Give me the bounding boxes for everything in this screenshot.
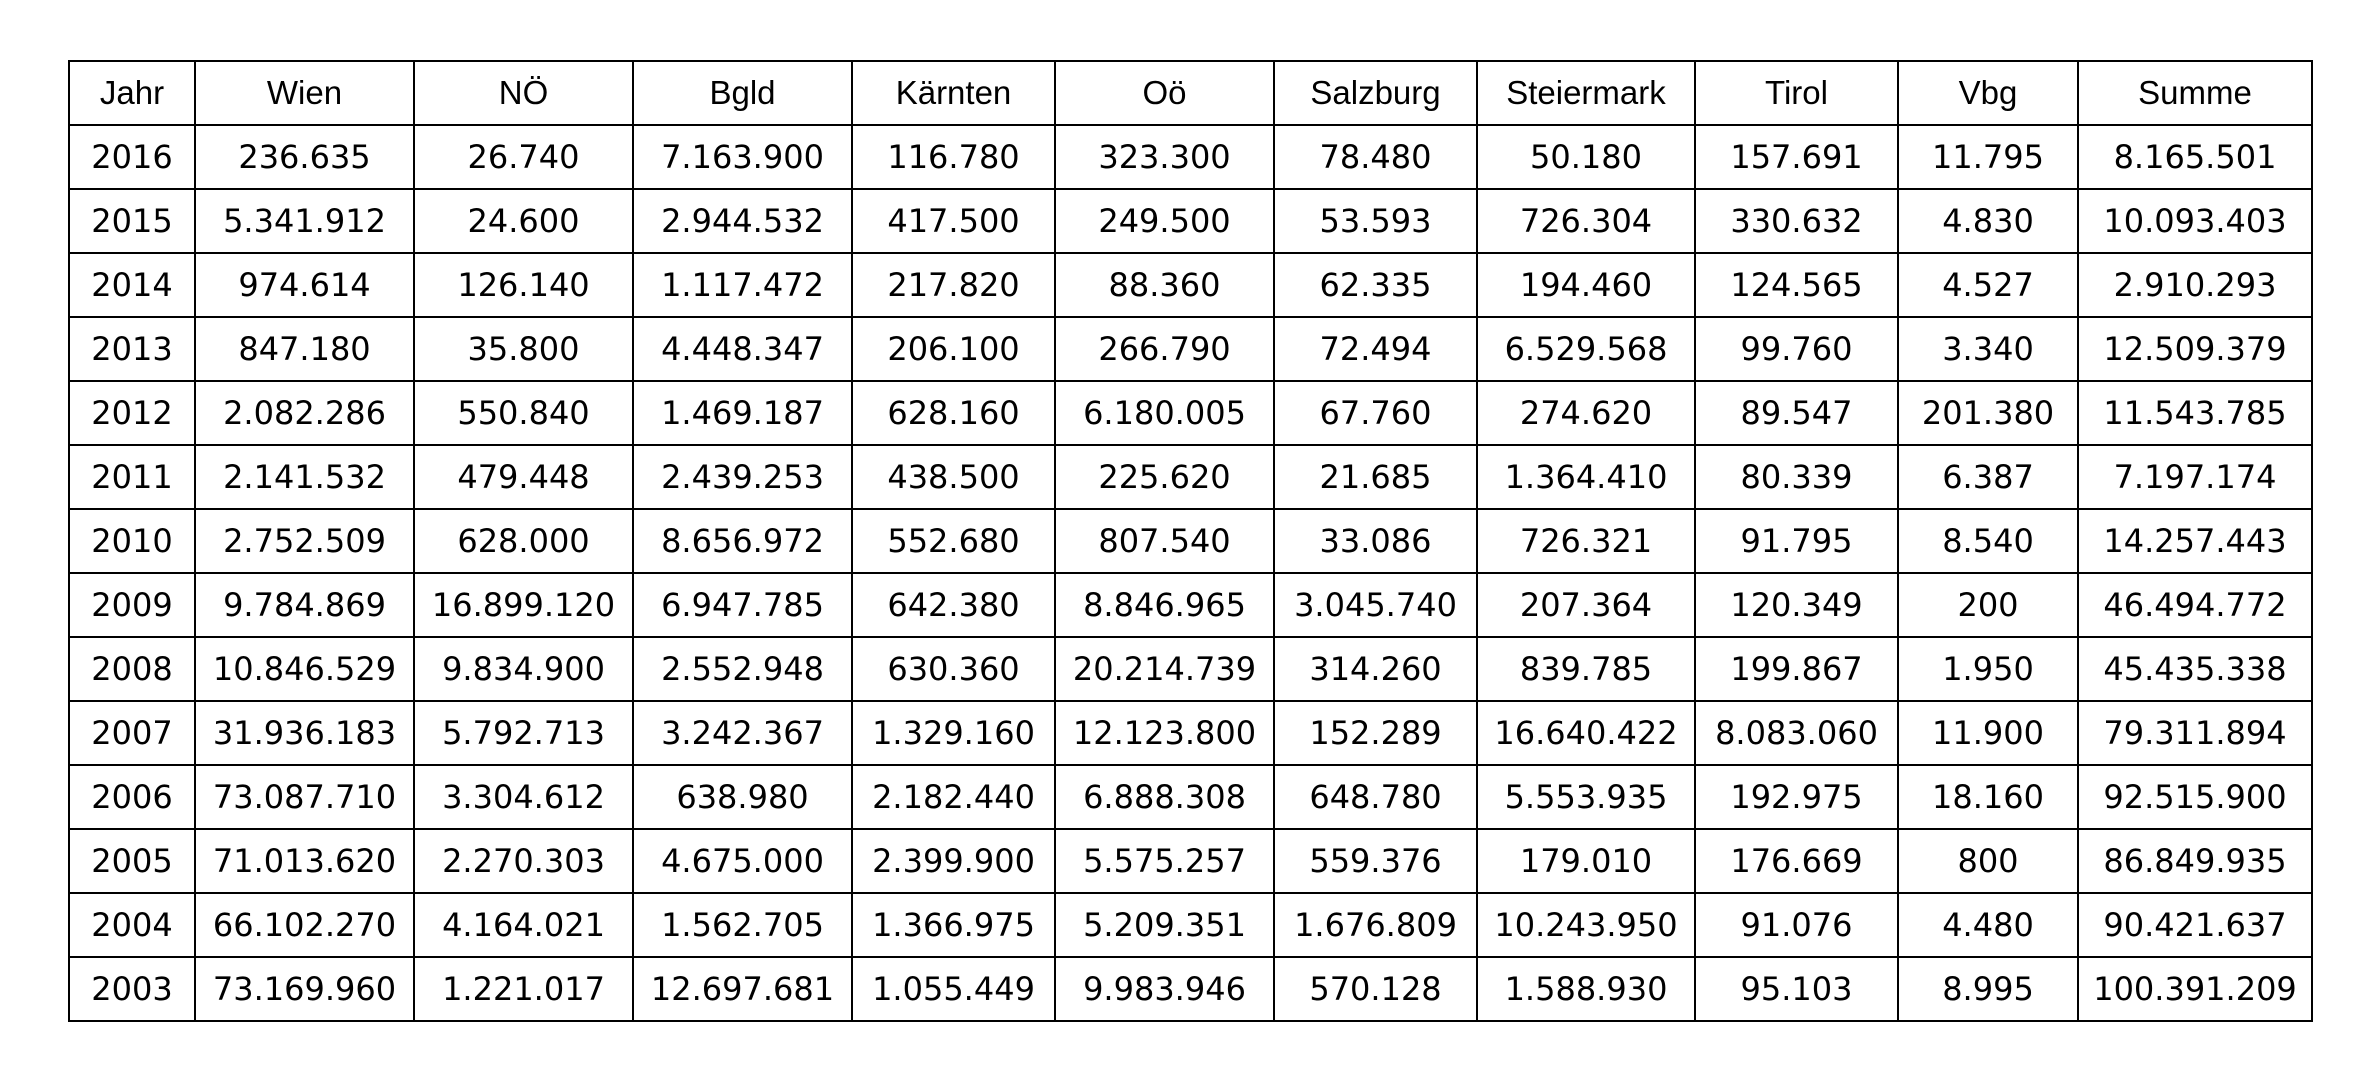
cell-steiermark: 6.529.568 xyxy=(1477,317,1695,381)
cell-wien: 9.784.869 xyxy=(195,573,414,637)
cell-summe: 7.197.174 xyxy=(2078,445,2312,509)
cell-ooe: 323.300 xyxy=(1055,125,1274,189)
column-header-tirol: Tirol xyxy=(1695,61,1898,125)
cell-summe: 46.494.772 xyxy=(2078,573,2312,637)
cell-salzburg: 33.086 xyxy=(1274,509,1477,573)
cell-vbg: 6.387 xyxy=(1898,445,2078,509)
cell-noe: 35.800 xyxy=(414,317,633,381)
cell-vbg: 4.830 xyxy=(1898,189,2078,253)
cell-bgld: 8.656.972 xyxy=(633,509,852,573)
cell-salzburg: 62.335 xyxy=(1274,253,1477,317)
cell-kaernten: 438.500 xyxy=(852,445,1055,509)
cell-ooe: 12.123.800 xyxy=(1055,701,1274,765)
cell-noe: 3.304.612 xyxy=(414,765,633,829)
table-header-row xyxy=(69,61,2312,125)
cell-salzburg: 152.289 xyxy=(1274,701,1477,765)
cell-noe: 24.600 xyxy=(414,189,633,253)
table-row xyxy=(69,829,2312,893)
cell-jahr: 2016 xyxy=(69,125,195,189)
cell-summe: 90.421.637 xyxy=(2078,893,2312,957)
cell-steiermark: 726.321 xyxy=(1477,509,1695,573)
cell-kaernten: 2.182.440 xyxy=(852,765,1055,829)
cell-tirol: 8.083.060 xyxy=(1695,701,1898,765)
table-row xyxy=(69,509,2312,573)
cell-steiermark: 16.640.422 xyxy=(1477,701,1695,765)
cell-wien: 974.614 xyxy=(195,253,414,317)
cell-jahr: 2012 xyxy=(69,381,195,445)
table-row xyxy=(69,125,2312,189)
column-header-bgld: Bgld xyxy=(633,61,852,125)
cell-steiermark: 207.364 xyxy=(1477,573,1695,637)
cell-tirol: 124.565 xyxy=(1695,253,1898,317)
cell-jahr: 2003 xyxy=(69,957,195,1021)
cell-bgld: 2.439.253 xyxy=(633,445,852,509)
cell-tirol: 91.795 xyxy=(1695,509,1898,573)
cell-kaernten: 1.055.449 xyxy=(852,957,1055,1021)
cell-tirol: 192.975 xyxy=(1695,765,1898,829)
cell-ooe: 6.180.005 xyxy=(1055,381,1274,445)
cell-salzburg: 21.685 xyxy=(1274,445,1477,509)
column-header-wien: Wien xyxy=(195,61,414,125)
table-row xyxy=(69,253,2312,317)
cell-kaernten: 630.360 xyxy=(852,637,1055,701)
cell-wien: 847.180 xyxy=(195,317,414,381)
cell-bgld: 1.117.472 xyxy=(633,253,852,317)
cell-wien: 73.087.710 xyxy=(195,765,414,829)
data-table xyxy=(68,60,2313,1022)
column-header-noe: NÖ xyxy=(414,61,633,125)
cell-noe: 26.740 xyxy=(414,125,633,189)
cell-vbg: 3.340 xyxy=(1898,317,2078,381)
cell-bgld: 7.163.900 xyxy=(633,125,852,189)
cell-vbg: 18.160 xyxy=(1898,765,2078,829)
cell-salzburg: 53.593 xyxy=(1274,189,1477,253)
cell-tirol: 176.669 xyxy=(1695,829,1898,893)
cell-salzburg: 78.480 xyxy=(1274,125,1477,189)
cell-vbg: 4.480 xyxy=(1898,893,2078,957)
cell-summe: 79.311.894 xyxy=(2078,701,2312,765)
cell-jahr: 2010 xyxy=(69,509,195,573)
cell-ooe: 225.620 xyxy=(1055,445,1274,509)
cell-bgld: 2.552.948 xyxy=(633,637,852,701)
cell-steiermark: 50.180 xyxy=(1477,125,1695,189)
cell-summe: 100.391.209 xyxy=(2078,957,2312,1021)
cell-salzburg: 3.045.740 xyxy=(1274,573,1477,637)
cell-salzburg: 570.128 xyxy=(1274,957,1477,1021)
cell-summe: 2.910.293 xyxy=(2078,253,2312,317)
cell-bgld: 638.980 xyxy=(633,765,852,829)
cell-ooe: 20.214.739 xyxy=(1055,637,1274,701)
cell-noe: 126.140 xyxy=(414,253,633,317)
cell-jahr: 2004 xyxy=(69,893,195,957)
cell-tirol: 91.076 xyxy=(1695,893,1898,957)
cell-vbg: 800 xyxy=(1898,829,2078,893)
cell-summe: 92.515.900 xyxy=(2078,765,2312,829)
cell-salzburg: 1.676.809 xyxy=(1274,893,1477,957)
cell-tirol: 89.547 xyxy=(1695,381,1898,445)
table-row xyxy=(69,765,2312,829)
cell-bgld: 4.448.347 xyxy=(633,317,852,381)
cell-steiermark: 1.364.410 xyxy=(1477,445,1695,509)
cell-vbg: 1.950 xyxy=(1898,637,2078,701)
table-row xyxy=(69,381,2312,445)
cell-salzburg: 314.260 xyxy=(1274,637,1477,701)
cell-jahr: 2005 xyxy=(69,829,195,893)
cell-bgld: 6.947.785 xyxy=(633,573,852,637)
cell-bgld: 3.242.367 xyxy=(633,701,852,765)
cell-tirol: 199.867 xyxy=(1695,637,1898,701)
cell-salzburg: 67.760 xyxy=(1274,381,1477,445)
table-row xyxy=(69,637,2312,701)
cell-wien: 2.752.509 xyxy=(195,509,414,573)
cell-summe: 11.543.785 xyxy=(2078,381,2312,445)
cell-summe: 8.165.501 xyxy=(2078,125,2312,189)
cell-wien: 66.102.270 xyxy=(195,893,414,957)
cell-jahr: 2007 xyxy=(69,701,195,765)
cell-noe: 2.270.303 xyxy=(414,829,633,893)
cell-kaernten: 417.500 xyxy=(852,189,1055,253)
cell-summe: 45.435.338 xyxy=(2078,637,2312,701)
cell-noe: 550.840 xyxy=(414,381,633,445)
cell-wien: 5.341.912 xyxy=(195,189,414,253)
cell-wien: 2.082.286 xyxy=(195,381,414,445)
cell-kaernten: 642.380 xyxy=(852,573,1055,637)
cell-bgld: 1.469.187 xyxy=(633,381,852,445)
cell-jahr: 2006 xyxy=(69,765,195,829)
column-header-vbg: Vbg xyxy=(1898,61,2078,125)
column-header-kaernten: Kärnten xyxy=(852,61,1055,125)
cell-vbg: 200 xyxy=(1898,573,2078,637)
cell-ooe: 5.575.257 xyxy=(1055,829,1274,893)
table-row xyxy=(69,893,2312,957)
cell-summe: 10.093.403 xyxy=(2078,189,2312,253)
cell-vbg: 11.900 xyxy=(1898,701,2078,765)
column-header-salzburg: Salzburg xyxy=(1274,61,1477,125)
cell-kaernten: 552.680 xyxy=(852,509,1055,573)
cell-steiermark: 10.243.950 xyxy=(1477,893,1695,957)
table-body xyxy=(69,125,2312,1021)
cell-ooe: 266.790 xyxy=(1055,317,1274,381)
cell-bgld: 12.697.681 xyxy=(633,957,852,1021)
cell-steiermark: 274.620 xyxy=(1477,381,1695,445)
cell-summe: 12.509.379 xyxy=(2078,317,2312,381)
cell-ooe: 249.500 xyxy=(1055,189,1274,253)
cell-salzburg: 72.494 xyxy=(1274,317,1477,381)
cell-wien: 71.013.620 xyxy=(195,829,414,893)
cell-vbg: 8.995 xyxy=(1898,957,2078,1021)
cell-bgld: 2.944.532 xyxy=(633,189,852,253)
cell-tirol: 80.339 xyxy=(1695,445,1898,509)
cell-jahr: 2011 xyxy=(69,445,195,509)
cell-kaernten: 1.329.160 xyxy=(852,701,1055,765)
cell-ooe: 5.209.351 xyxy=(1055,893,1274,957)
cell-kaernten: 2.399.900 xyxy=(852,829,1055,893)
column-header-jahr: Jahr xyxy=(69,61,195,125)
cell-ooe: 88.360 xyxy=(1055,253,1274,317)
cell-noe: 16.899.120 xyxy=(414,573,633,637)
cell-noe: 479.448 xyxy=(414,445,633,509)
cell-tirol: 95.103 xyxy=(1695,957,1898,1021)
cell-jahr: 2013 xyxy=(69,317,195,381)
cell-jahr: 2014 xyxy=(69,253,195,317)
cell-ooe: 807.540 xyxy=(1055,509,1274,573)
column-header-steiermark: Steiermark xyxy=(1477,61,1695,125)
cell-steiermark: 839.785 xyxy=(1477,637,1695,701)
cell-steiermark: 1.588.930 xyxy=(1477,957,1695,1021)
cell-kaernten: 116.780 xyxy=(852,125,1055,189)
table-row xyxy=(69,573,2312,637)
cell-wien: 236.635 xyxy=(195,125,414,189)
cell-kaernten: 206.100 xyxy=(852,317,1055,381)
cell-tirol: 99.760 xyxy=(1695,317,1898,381)
cell-kaernten: 1.366.975 xyxy=(852,893,1055,957)
cell-summe: 86.849.935 xyxy=(2078,829,2312,893)
cell-steiermark: 726.304 xyxy=(1477,189,1695,253)
cell-salzburg: 559.376 xyxy=(1274,829,1477,893)
cell-vbg: 201.380 xyxy=(1898,381,2078,445)
cell-noe: 5.792.713 xyxy=(414,701,633,765)
cell-wien: 31.936.183 xyxy=(195,701,414,765)
cell-summe: 14.257.443 xyxy=(2078,509,2312,573)
cell-vbg: 4.527 xyxy=(1898,253,2078,317)
table-row xyxy=(69,317,2312,381)
cell-steiermark: 194.460 xyxy=(1477,253,1695,317)
column-header-summe: Summe xyxy=(2078,61,2312,125)
cell-steiermark: 5.553.935 xyxy=(1477,765,1695,829)
cell-vbg: 8.540 xyxy=(1898,509,2078,573)
cell-noe: 4.164.021 xyxy=(414,893,633,957)
cell-noe: 9.834.900 xyxy=(414,637,633,701)
cell-jahr: 2008 xyxy=(69,637,195,701)
cell-ooe: 9.983.946 xyxy=(1055,957,1274,1021)
cell-noe: 1.221.017 xyxy=(414,957,633,1021)
cell-jahr: 2015 xyxy=(69,189,195,253)
cell-tirol: 120.349 xyxy=(1695,573,1898,637)
cell-jahr: 2009 xyxy=(69,573,195,637)
table-row xyxy=(69,189,2312,253)
cell-kaernten: 217.820 xyxy=(852,253,1055,317)
cell-salzburg: 648.780 xyxy=(1274,765,1477,829)
cell-wien: 2.141.532 xyxy=(195,445,414,509)
cell-tirol: 157.691 xyxy=(1695,125,1898,189)
column-header-ooe: Oö xyxy=(1055,61,1274,125)
table-row xyxy=(69,701,2312,765)
cell-steiermark: 179.010 xyxy=(1477,829,1695,893)
cell-ooe: 8.846.965 xyxy=(1055,573,1274,637)
cell-wien: 73.169.960 xyxy=(195,957,414,1021)
cell-vbg: 11.795 xyxy=(1898,125,2078,189)
cell-tirol: 330.632 xyxy=(1695,189,1898,253)
table-row xyxy=(69,445,2312,509)
cell-bgld: 4.675.000 xyxy=(633,829,852,893)
cell-kaernten: 628.160 xyxy=(852,381,1055,445)
cell-ooe: 6.888.308 xyxy=(1055,765,1274,829)
table-row xyxy=(69,957,2312,1021)
cell-bgld: 1.562.705 xyxy=(633,893,852,957)
cell-wien: 10.846.529 xyxy=(195,637,414,701)
cell-noe: 628.000 xyxy=(414,509,633,573)
